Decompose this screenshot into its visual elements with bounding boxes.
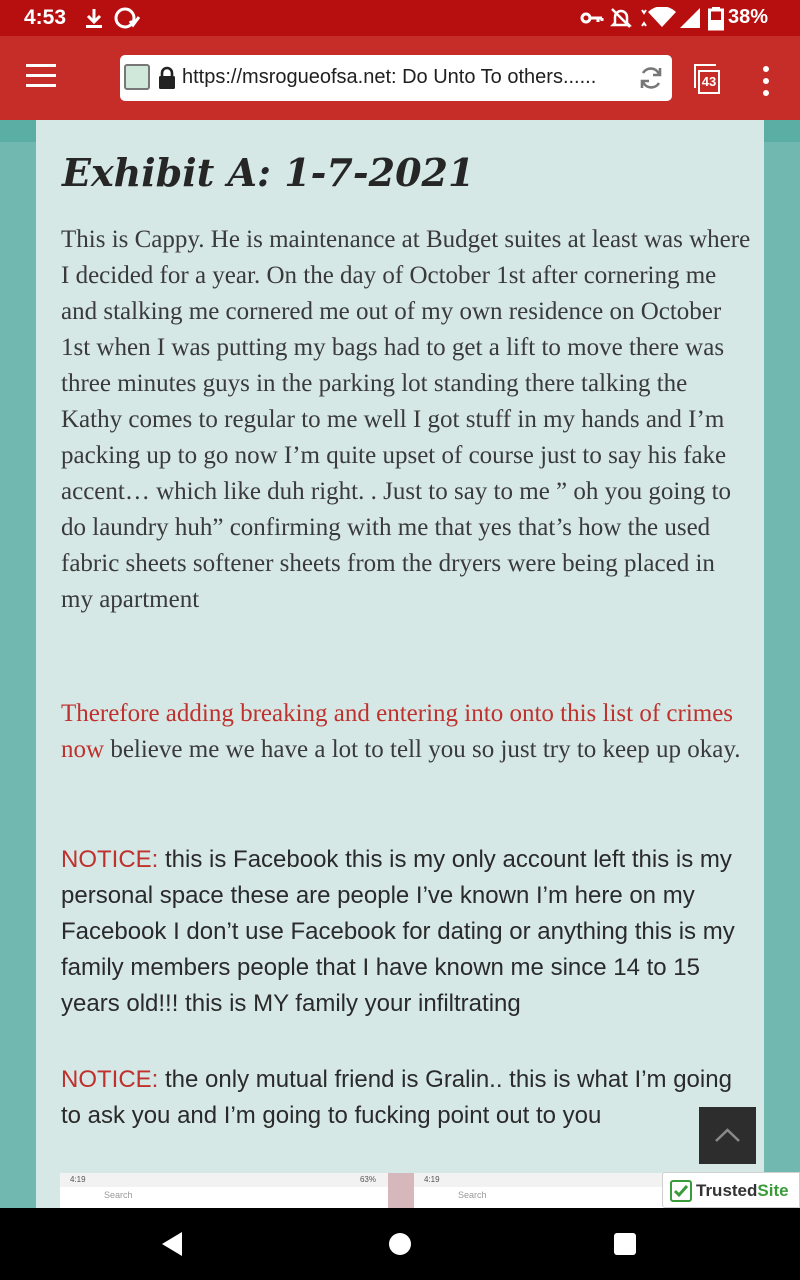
tab-switcher-button[interactable] — [694, 64, 724, 96]
status-bar — [0, 0, 800, 36]
download-icon — [84, 7, 104, 29]
screenshot-thumbnail[interactable] — [414, 1173, 664, 1208]
browser-toolbar — [0, 36, 800, 120]
screenshot-thumbnail[interactable] — [60, 1173, 388, 1208]
chevron-up-icon — [699, 1107, 756, 1164]
trustedsite-badge[interactable] — [662, 1172, 800, 1208]
site-favicon-icon — [124, 64, 150, 90]
lock-icon — [158, 66, 176, 90]
paragraph-1: This is Cappy. He is maintenance at Budget suites at least was where I decided for a year. On the day of October 1st after cornering me and stalking me cornered me out of my own residence on October 1st when I was putting my bags had to get a lift to move there was three minutes guys in the parking lot standing there talking the Kathy comes to regular to me well I got stuff in my hands and I’m packing up to go now I’m quite upset of course just to say his fake accent… which like duh right. . Just to say to me ” oh you going to do laundry huh” confirming with me that yes that’s how the used fabric sheets softener sheets from the dryers were being placed in my apartment — [61, 226, 751, 613]
notice-2-label: NOTICE: — [61, 1066, 159, 1093]
notice-1-text: this is Facebook this is my only account left this is my personal space these are people I’ve known I’m here on my Facebook I don’t use Facebook for dating or anything this is my family members people that I have known me since 14 to 15 years old!!! this is MY family your infiltrating — [61, 846, 735, 1017]
wifi-icon — [638, 7, 678, 29]
home-icon[interactable] — [389, 1233, 411, 1255]
do-not-disturb-icon — [610, 7, 632, 29]
notice-2-text: the only mutual friend is Gralin.. this is what I’m going to ask you and I’m going to fucking point out to you — [61, 1066, 732, 1129]
recents-icon[interactable] — [614, 1233, 636, 1255]
article-card — [36, 120, 764, 1208]
hamburger-menu-icon[interactable] — [26, 64, 58, 90]
back-icon[interactable] — [160, 1230, 184, 1258]
tab-count: 43 — [698, 70, 720, 94]
paragraph-2-rest: believe me we have a lot to tell you so just try to keep up okay. — [104, 736, 741, 763]
battery-icon — [708, 7, 724, 31]
notice-1-label: NOTICE: — [61, 846, 159, 873]
vpn-key-icon — [580, 7, 604, 29]
data-saver-icon — [114, 7, 140, 29]
thumbnail-search: Search — [104, 1190, 133, 1200]
reload-icon[interactable] — [638, 65, 664, 91]
url-text[interactable]: https://msrogueofsa.net: Do Unto To others...... — [182, 66, 597, 88]
trustedsite-label: TrustedSite — [696, 1181, 789, 1200]
battery-percent: 38% — [728, 6, 769, 28]
status-time: 4:53 — [24, 6, 67, 29]
thumbnail-divider — [388, 1173, 414, 1208]
paragraph-2 — [61, 696, 751, 768]
page-title: Exhibit A: 1-7-2021 — [62, 150, 475, 195]
system-navigation-bar — [0, 1208, 800, 1280]
thumbnail-time: 4:19 — [70, 1175, 86, 1184]
notice-1 — [61, 842, 751, 1022]
overflow-menu-icon[interactable] — [760, 66, 772, 96]
thumbnail-time: 4:19 — [424, 1175, 440, 1184]
scroll-to-top-button[interactable] — [699, 1107, 756, 1164]
check-icon — [670, 1180, 692, 1202]
url-bar[interactable] — [120, 55, 672, 101]
thumbnail-battery: 63% — [359, 1175, 376, 1184]
thumbnail-search: Search — [458, 1190, 487, 1200]
notice-2 — [61, 1062, 751, 1134]
cell-signal-icon — [678, 7, 702, 29]
highlight-text: Therefore adding breaking and entering into onto this list of crimes now — [61, 700, 734, 763]
web-page[interactable] — [0, 120, 800, 1208]
